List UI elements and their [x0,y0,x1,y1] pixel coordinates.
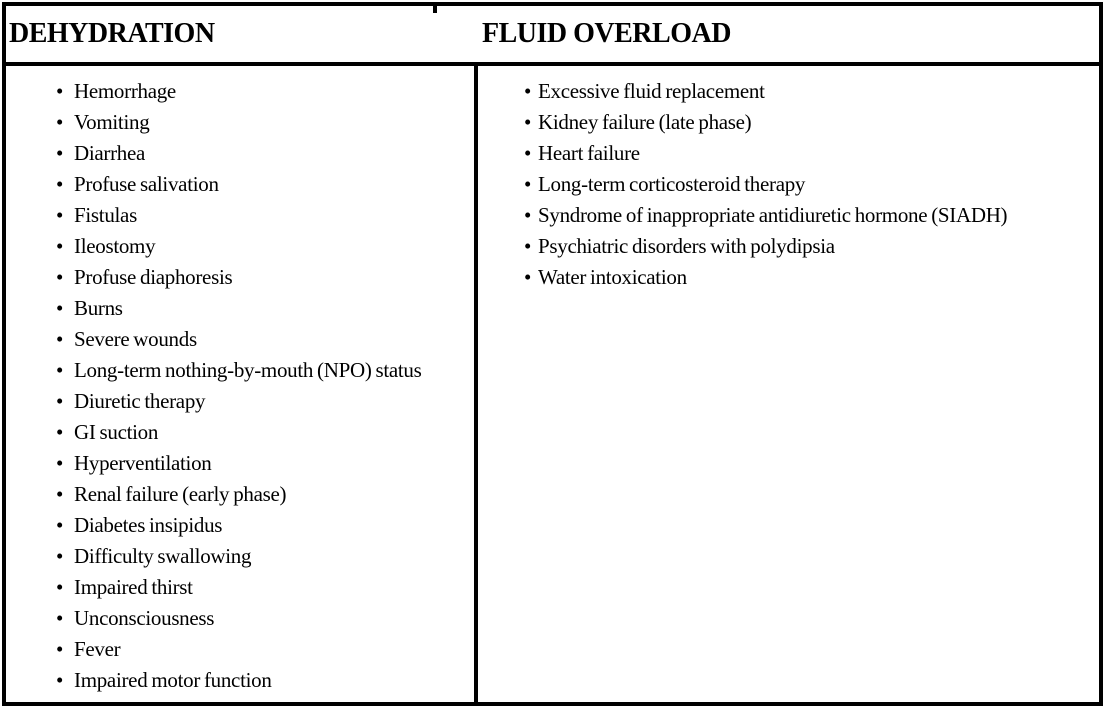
table-body-row [6,66,1099,702]
list-item-text: Profuse diaphoresis [74,265,233,289]
bullet-icon: • [56,358,64,382]
list-item-text: Long-term nothing-by-mouth (NPO) status [74,358,422,382]
list-item-text: Burns [74,296,123,320]
list-item-text: Diarrhea [74,141,146,165]
list-item-text: Profuse salivation [74,172,219,196]
list-item [6,76,474,107]
bullet-icon: • [56,420,64,444]
list-item [6,665,474,696]
bullet-icon: • [56,389,64,413]
bullet-icon: • [524,79,532,103]
bullet-icon: • [524,141,532,165]
bullet-icon: • [56,110,64,134]
fluid-overload-column [478,66,1099,702]
list-item-text: Impaired thirst [74,575,193,599]
list-item [6,510,474,541]
bullet-icon: • [56,606,64,630]
list-item [6,138,474,169]
list-item [6,634,474,665]
list-item [478,169,1099,200]
bullet-icon: • [524,234,532,258]
header-top-tick-mark [433,6,437,13]
causes-table [2,2,1103,706]
column-header-dehydration: DEHYDRATION [9,18,215,49]
bullet-icon: • [524,110,532,134]
list-item [478,231,1099,262]
bullet-icon: • [56,668,64,692]
header-cell-fluid-overload [478,18,1099,50]
bullet-icon: • [524,172,532,196]
list-item [6,200,474,231]
list-item-text: Unconsciousness [74,606,215,630]
list-item-text: Fever [74,637,121,661]
list-item [478,76,1099,107]
list-item-text: Heart failure [538,141,640,165]
list-item-text: GI suction [74,420,159,444]
list-item-text: Diabetes insipidus [74,513,223,537]
bullet-icon: • [56,296,64,320]
list-item-text: Vomiting [74,110,150,134]
list-item [6,262,474,293]
dehydration-column [6,66,478,702]
table-header-row [6,6,1099,66]
list-item [478,262,1099,293]
bullet-icon: • [56,637,64,661]
bullet-icon: • [524,203,532,227]
dehydration-list [6,76,474,696]
list-item [6,541,474,572]
list-item-text: Hemorrhage [74,79,176,103]
list-item [478,138,1099,169]
list-item [6,355,474,386]
bullet-icon: • [56,544,64,568]
column-header-fluid-overload: FLUID OVERLOAD [482,18,731,49]
bullet-icon: • [56,79,64,103]
fluid-overload-list [478,76,1099,293]
list-item-text: Ileostomy [74,234,156,258]
list-item [478,107,1099,138]
list-item-text: Water intoxication [538,265,687,289]
list-item [6,293,474,324]
list-item-text: Severe wounds [74,327,197,351]
list-item [478,200,1099,231]
list-item-text: Impaired motor function [74,668,272,692]
list-item-text: Difficulty swallowing [74,544,252,568]
bullet-icon: • [56,234,64,258]
list-item [6,169,474,200]
list-item-text: Hyperventilation [74,451,212,475]
list-item [6,572,474,603]
bullet-icon: • [56,265,64,289]
list-item [6,603,474,634]
list-item-text: Excessive fluid replacement [538,79,765,103]
list-item-text: Syndrome of inappropriate antidiuretic hormone (SIADH) [538,203,1008,227]
list-item-text: Psychiatric disorders with polydipsia [538,234,835,258]
list-item-text: Long-term corticosteroid therapy [538,172,806,196]
list-item [6,448,474,479]
header-cell-dehydration [6,18,478,50]
list-item [6,107,474,138]
list-item-text: Kidney failure (late phase) [538,110,752,134]
bullet-icon: • [56,203,64,227]
bullet-icon: • [56,451,64,475]
list-item-text: Renal failure (early phase) [74,482,287,506]
bullet-icon: • [524,265,532,289]
list-item [6,231,474,262]
list-item [6,324,474,355]
bullet-icon: • [56,172,64,196]
list-item [6,479,474,510]
list-item-text: Fistulas [74,203,137,227]
list-item-text: Diuretic therapy [74,389,206,413]
bullet-icon: • [56,482,64,506]
bullet-icon: • [56,327,64,351]
list-item [6,417,474,448]
list-item [6,386,474,417]
bullet-icon: • [56,575,64,599]
bullet-icon: • [56,513,64,537]
bullet-icon: • [56,141,64,165]
